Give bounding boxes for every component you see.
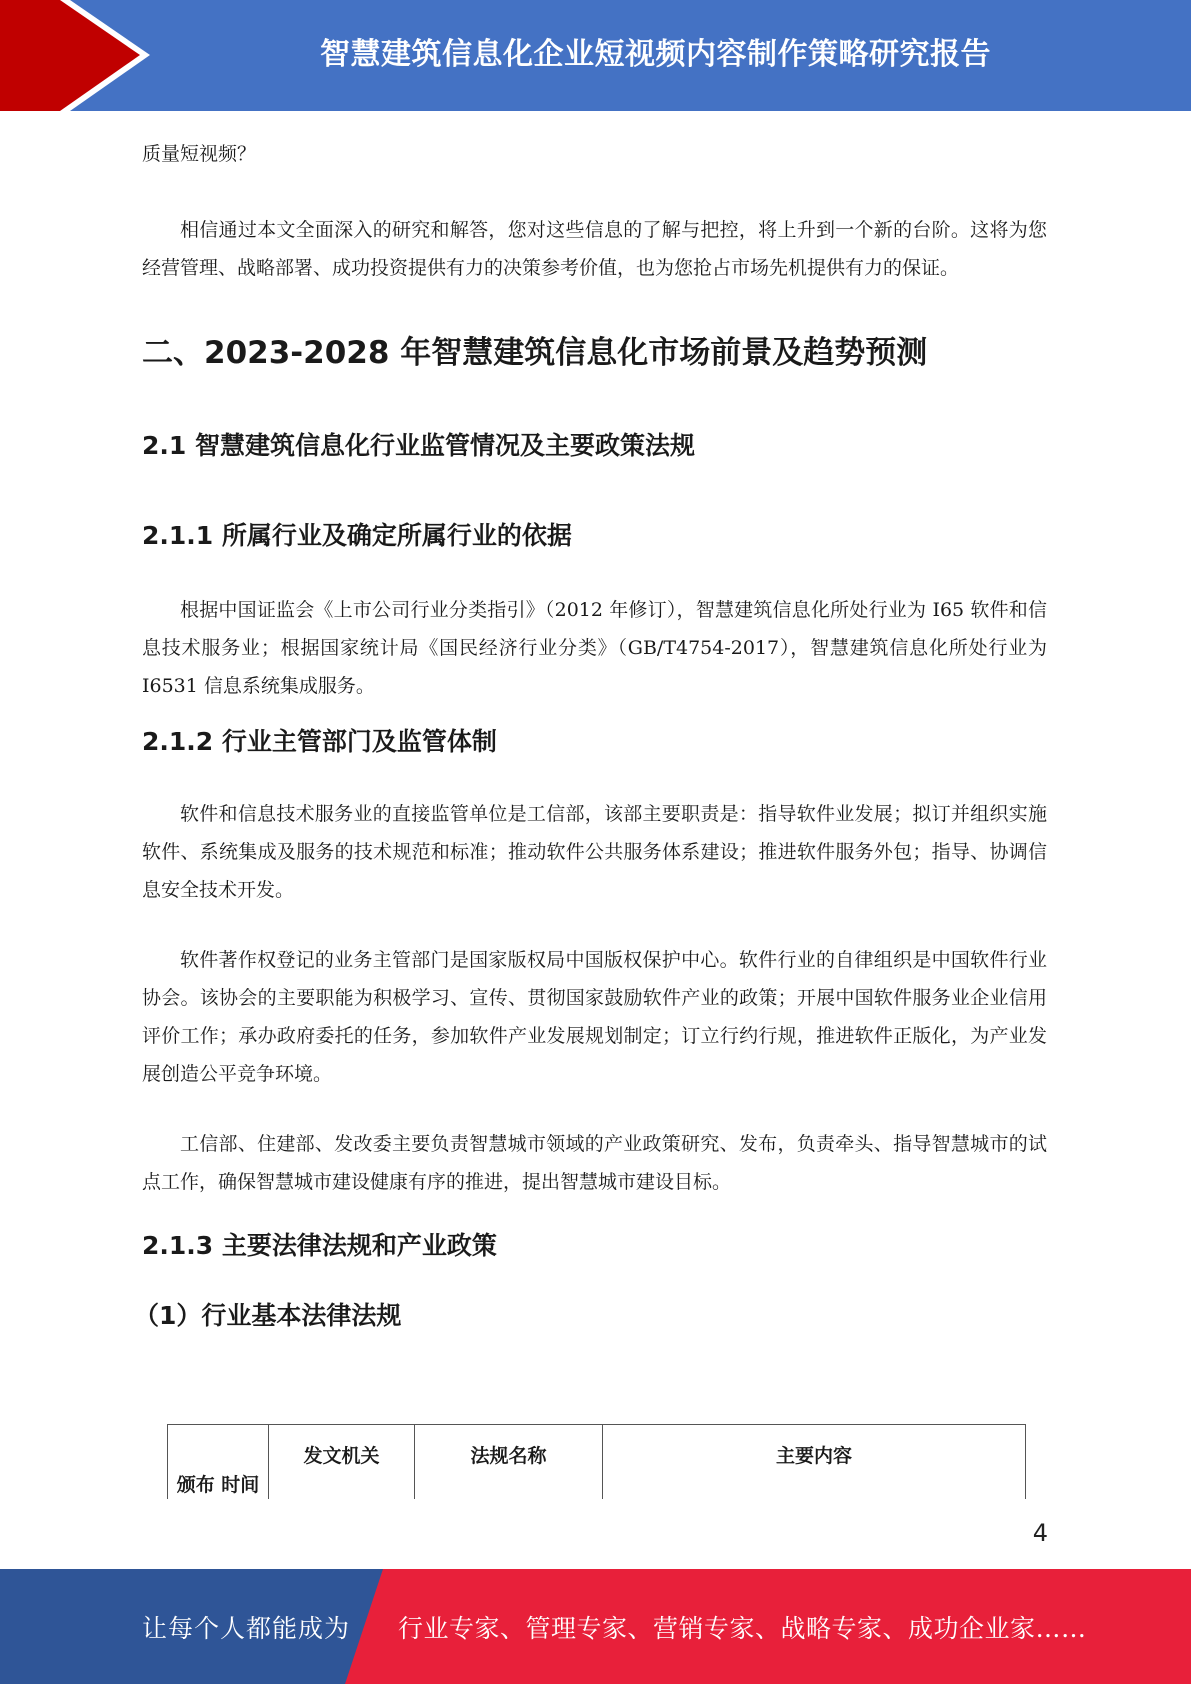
column-header-issuer: 发文机关 bbox=[269, 1425, 415, 1500]
document-body bbox=[134, 135, 1047, 1333]
paragraph-2-1-2-b: 软件著作权登记的业务主管部门是国家版权局中国版权保护中心。软件行业的自律组织是中国软件行业协会。该协会的主要职能为积极学习、宣传、贯彻国家鼓励软件产业的政策；开展中国软件服务业企业信用评价工作；承办政府委托的任务，参加软件产业发展规划制定；订立行约行规，推进软件正版化，为产业发展创造公平竞争环境。 bbox=[142, 949, 1047, 1085]
column-header-date: 颁布 时间 bbox=[168, 1425, 269, 1500]
report-title: 智慧建筑信息化企业短视频内容制作策略研究报告 bbox=[320, 36, 991, 72]
heading-2-1-3: 2.1.3 主要法律法规和产业政策 bbox=[142, 1231, 497, 1260]
paragraph-2-1-1: 根据中国证监会《上市公司行业分类指引》（2012 年修订），智慧建筑信息化所处行业为 I65 软件和信息技术服务业；根据国家统计局《国民经济行业分类》（GB/T4754-2017），智慧建筑信息化所处行业为 I6531 信息系统集成服务。 bbox=[142, 599, 1047, 697]
heading-2-1-1: 2.1.1 所属行业及确定所属行业的依据 bbox=[142, 521, 572, 550]
heading-2-1-2: 2.1.2 行业主管部门及监管体制 bbox=[142, 727, 497, 756]
paragraph-continued: 质量短视频？ bbox=[142, 143, 257, 165]
heading-sub-1: （1）行业基本法律法规 bbox=[134, 1301, 402, 1330]
footer-slogan-left: 让每个人都能成为 bbox=[142, 1613, 351, 1643]
paragraph-2-1-2-c: 工信部、住建部、发改委主要负责智慧城市领域的产业政策研究、发布，负责牵头、指导智慧城市的试点工作，确保智慧城市建设健康有序的推进，提出智慧城市建设目标。 bbox=[142, 1133, 1047, 1193]
footer-slogan-right: 行业专家、管理专家、营销专家、战略专家、成功企业家…… bbox=[398, 1613, 1087, 1643]
column-header-content: 主要内容 bbox=[603, 1425, 1026, 1500]
paragraph-intro: 相信通过本文全面深入的研究和解答，您对这些信息的了解与把控，将上升到一个新的台阶。这将为您经营管理、战略部署、成功投资提供有力的决策参考价值，也为您抢占市场先机提供有力的保证。 bbox=[142, 219, 1047, 279]
heading-2-1: 2.1 智慧建筑信息化行业监管情况及主要政策法规 bbox=[142, 431, 695, 460]
table-header-row bbox=[168, 1425, 1026, 1500]
column-header-law-name: 法规名称 bbox=[415, 1425, 603, 1500]
header-banner bbox=[0, 0, 1191, 111]
laws-table bbox=[167, 1424, 1026, 1499]
section-title: 二、2023-2028 年智慧建筑信息化市场前景及趋势预测 bbox=[142, 335, 928, 371]
page-number: 4 bbox=[1032, 1519, 1048, 1547]
footer-banner bbox=[0, 1569, 1191, 1684]
paragraph-2-1-2-a: 软件和信息技术服务业的直接监管单位是工信部，该部主要职责是：指导软件业发展；拟订并组织实施软件、系统集成及服务的技术规范和标准；推动软件公共服务体系建设；推进软件服务外包；指导、协调信息安全技术开发。 bbox=[142, 803, 1047, 901]
